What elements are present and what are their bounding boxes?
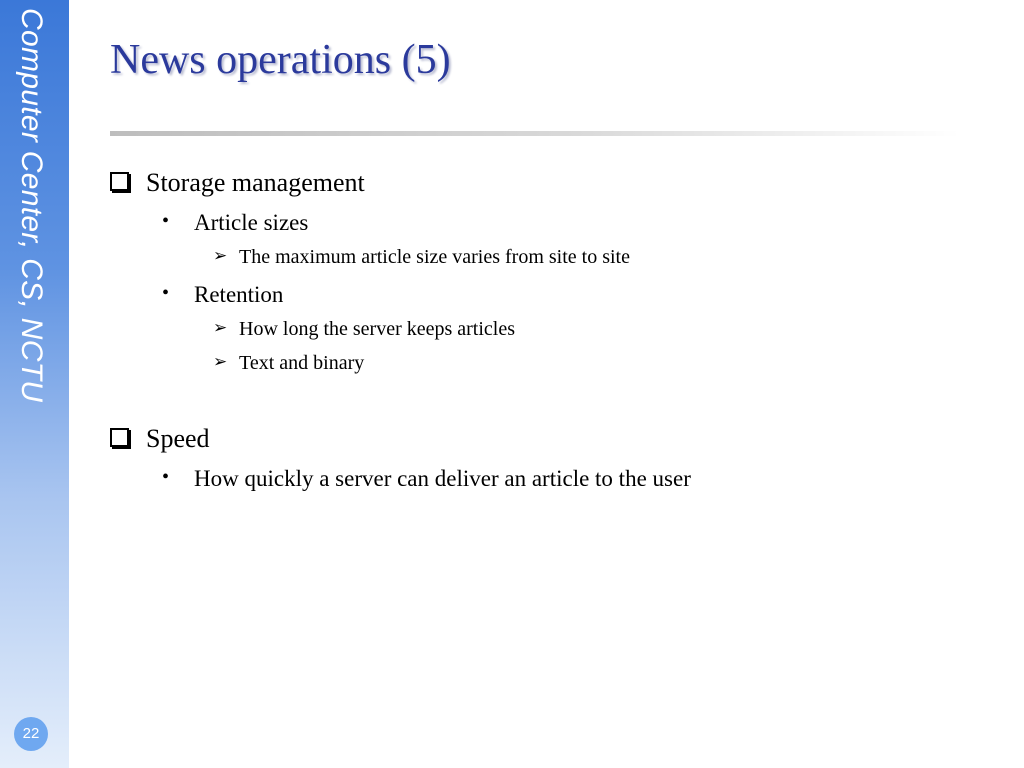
bullet-label: Article sizes [194, 210, 309, 236]
subbullet-retention-duration [213, 318, 515, 339]
sidebar [0, 0, 69, 768]
bullet-label: Retention [194, 282, 284, 308]
bullet-dot-icon: • [162, 465, 170, 488]
bullet-label: How quickly a server can deliver an article to the user [194, 466, 691, 492]
section-label: Speed [146, 424, 210, 454]
subbullet-label: Text and binary [239, 352, 365, 375]
bullet-dot-icon: • [162, 281, 170, 304]
checkbox-square-icon [110, 172, 129, 191]
arrowhead-icon: ➢ [213, 245, 228, 265]
slide-title: News operations (5) [110, 37, 451, 83]
section-label: Storage management [146, 168, 365, 198]
bullet-article-sizes [162, 209, 308, 234]
bullet-delivery-speed [162, 465, 691, 490]
section-storage-management [110, 168, 365, 196]
page-number-badge: 22 [14, 717, 48, 751]
sidebar-caption: Computer Center, CS, NCTU [15, 8, 48, 403]
section-speed [110, 424, 210, 452]
arrowhead-icon: ➢ [213, 317, 228, 337]
title-divider [110, 131, 960, 136]
bullet-retention [162, 281, 283, 306]
subbullet-text-and-binary [213, 352, 364, 373]
checkbox-square-icon [110, 428, 129, 447]
subbullet-label: How long the server keeps articles [239, 318, 516, 341]
arrowhead-icon: ➢ [213, 351, 228, 371]
bullet-dot-icon: • [162, 209, 170, 232]
subbullet-max-article-size [213, 246, 630, 267]
subbullet-label: The maximum article size varies from site to site [239, 246, 630, 269]
